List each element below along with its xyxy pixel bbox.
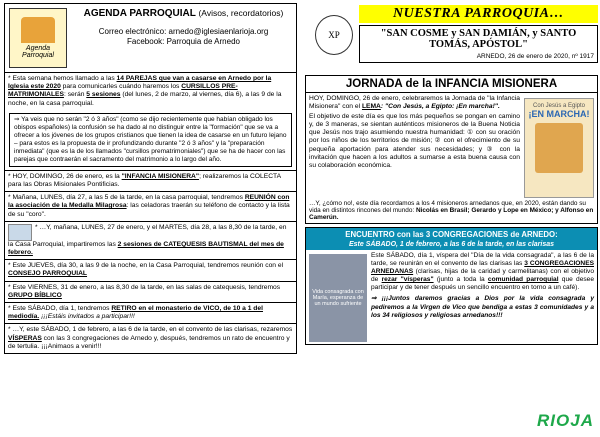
- notice-formacion-box: ⇒ Ya veis que no serán "2 ó 3 años" (como se dijo recientemente que habían obligado los obispos españoles) la confusión se ha dado al no distinguir entre la "formación" que se va a ofrecer a los jóvenes de los grupos cristianos que tienen la idea de casarse en un futuro lejano – para estos es la propuesta de ir profundizando durante "2 ó 3 años" y la "preparación inmediata" (que es la de los llamados "cursillos prematrimoniales") que se ha de hacer con las parejas que contraerán el sacramento del matrimonio a lo largo del año.: [9, 113, 292, 167]
- jornada-section: [305, 75, 598, 224]
- encuentro-title: ENCUENTRO con las 3 CONGREGACIONES de ARNEDO:: [306, 228, 597, 241]
- encuentro-subtitle: Este SÁBADO, 1 de febrero, a las 6 de la tarde, en las clarisas: [306, 241, 597, 250]
- rioja-watermark: RIOJA: [537, 411, 594, 430]
- poster-top-text: Con Jesús a Egipto: [532, 103, 586, 109]
- parroquia-header: [305, 3, 598, 71]
- agenda-email: Correo electrónico: arnedo@iglesiaenlarioja.org: [98, 27, 269, 36]
- catequesis-thumbnail: [8, 224, 32, 241]
- agenda-logo-text: Agenda Parroquial: [22, 45, 54, 59]
- misioneros-text: …Y, ¿cómo no!, este día recordamos a los 4 misioneros arnedanos que, en 2020, están dando su vida en distintos rincones del mundo: Nicolás en Brasil; Gerardo y Lope en México; y Alfonso en Camerún.: [309, 200, 594, 221]
- infancia-misionera-poster: [524, 98, 594, 198]
- agenda-logo: [9, 8, 67, 68]
- notice-visperas: * …Y, este SÁBADO, 1 de febrero, a las 6 de la tarde, en el convento de las clarisas, rezaremos VÍSPERAS con las 3 congregaciones de Arnedo y, después, tendremos un rato de encuentro y de tertulia. ¡¡¡Animaos a venir!!!: [8, 326, 293, 350]
- notice-retiro: * Este SÁBADO, día 1, tendremos RETIRO en el monasterio de VICO, de 10 a 1 del mediodía. ¡¡¡Estáis invitados a participar!!!: [5, 303, 296, 324]
- agenda-subtitle: (Avisos, recordatorios): [198, 8, 284, 18]
- right-page: [302, 0, 600, 437]
- agenda-facebook: Facebook: Parroquia de Arnedo: [127, 37, 240, 46]
- vida-consagrada-image: Vida consagrada con María, esperanza de un mundo sufriente: [309, 254, 367, 342]
- encuentro-text: Este SÁBADO, día 1, víspera del "Día de la vida consagrada", a las 6 de la tarde, se reunirán en el convento de las clarisas las 3 CONGREGACIONES ARNEDANAS (clarisas, hijas de la caridad y carmelitanas) con el objetivo de rezar "vísperas" (junto a toda la comunidad parroquial que desee participar y de tener después un sencillo encuentro en torno a un café). ⇒ ¡¡¡Juntos daremos gracias a Dios por la vida consagrada y pediremos a la Virgen de Vico que bendiga a estas 3 comunidades y a los 34 religiosos y religiosas arnedanos!!!: [371, 252, 594, 319]
- nuestra-parroquia-title: NUESTRA PARROQUIA…: [359, 5, 598, 23]
- agenda-logo-figure: [21, 17, 55, 43]
- notice-infancia: * HOY, DOMINGO, 26 de enero, es la "INFANCIA MISIONERA"; realizaremos la COLECTA para las Obras Misionales Pontificias.: [5, 170, 296, 192]
- agenda-title: AGENDA PARROQUIAL (Avisos, recordatorios): [83, 8, 284, 19]
- issue-date: ARNEDO, 26 de enero de 2020, nº 1917: [476, 53, 594, 60]
- parroquia-saints: "SAN COSME y SAN DAMIÁN, y SANTO TOMÁS, APÓSTOL": [380, 28, 577, 50]
- agenda-header: [5, 4, 296, 72]
- jornada-text: HOY, DOMINGO, 26 de enero, celebraremos la Jornada de "la Infancia Misionera" con el LEMA: "Con Jesús, a Egipto: ¡En marcha!". El objetivo de este día es que los más pequeños se pongan en camino y, de 3 maneras, se sientan auténticos misioneros de la Buena Noticia que Jesús nos trajo asumiendo nuestra humanidad: ① con su oración por los niños de los territorios de misión; ② con el ofrecimiento de su pequeña aportación para atender sus necesidades; y ③ con la invitación que hacen a los adultos a sumarse a esta buena causa con su colaboración económica.: [309, 95, 520, 169]
- agenda-body: [4, 73, 297, 354]
- notice-grupo-biblico: * Este VIERNES, 31 de enero, a las 8,30 de la tarde, en las salas de catequesis, tendremos GRUPO BÍBLICO: [5, 282, 296, 303]
- poster-sub-text: ¡EN MARCHA!: [528, 109, 590, 119]
- chi-rho-seal: XP: [315, 15, 353, 55]
- notice-cursillos: * Esta semana hemos llamado a las 14 PAREJAS que van a casarse en Arnedo por la Iglesia este 2020 para comunicarles cuándo haremos los CURSILLOS PRE-MATRIMONIALES: serán 5 sesiones (del lunes, 2 de marzo, al viernes, día 6), a las 9 de la noche, en la casa parroquial.: [8, 75, 282, 107]
- parroquia-box: [359, 25, 598, 63]
- notice-consejo: * Este JUEVES, día 30, a las 9 de la noche, en la Casa Parroquial, tendremos reunión con el CONSEJO PARROQUIAL: [5, 260, 296, 281]
- jornada-title: JORNADA de la INFANCIA MISIONERA: [306, 76, 597, 93]
- encuentro-section: [305, 227, 598, 345]
- notice-medalla: * Mañana, LUNES, día 27, a las 5 de la tarde, en la casa parroquial, tendremos REUNIÓN con la asociación de la Medalla Milagrosa: las celadoras traerán su teléfono de contacto y la lista de su "coro".: [5, 192, 296, 222]
- poster-illustration: [535, 123, 583, 173]
- notice-catequesis: * …Y, mañana, LUNES, 27 de enero, y el MARTES, día 28, a las 8,30 de la tarde, en la Casa Parroquial, impartiremos las 2 sesiones de CATEQUESIS BAUTISMAL del mes de febrero.: [5, 222, 296, 260]
